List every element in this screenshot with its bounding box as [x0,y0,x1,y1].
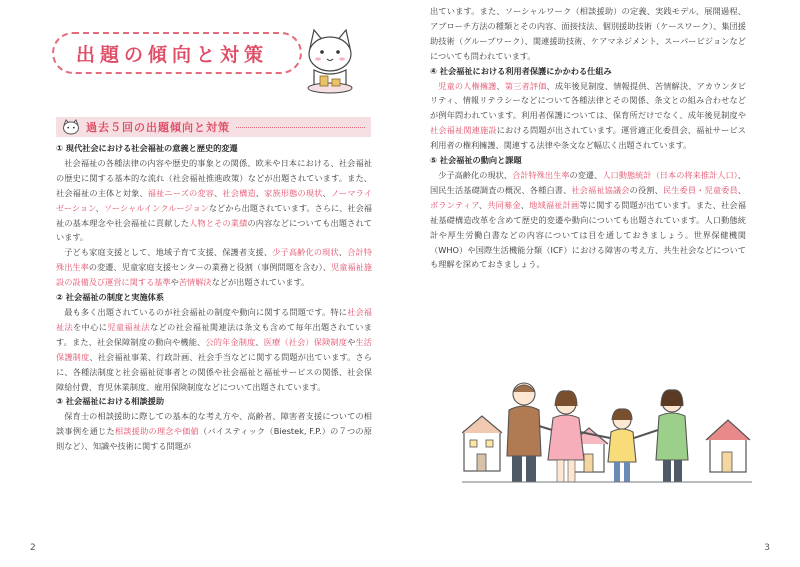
highlighted-term: 苦情解決 [178,277,212,288]
paragraph-text: 、社会福祉事業、行政計画、社会手当などに関する問題が出ています。さらに、各種法制度と社会福祉従事者との関係や社会福祉と福祉サービスの関係、社会保障給付費、育児休業制度、雇用保険制度などについて出題されています。 [56,351,372,392]
highlighted-term: 医療（社会）保険制度 [263,336,348,347]
highlighted-term: 社会福祉法 [56,306,372,332]
paragraph-text: 、成年後見制度、情報提供、苦情解決、アカウンタビリティ、情報リテラシーなどについて各種法律とその関係、条文との組み合わせなどが例年問われています。利用者保護については、保育所だけでなく、成年後見制度や [430,80,746,121]
highlighted-term: 民生委員・児童委員 [662,184,738,195]
highlighted-term: 人物とその業績 [189,217,248,228]
subsection-heading: ① 現代社会における社会福祉の意義と歴史的変遷 [56,143,238,153]
highlighted-term: 児童福祉施設の設備及び運営に関する基準 [56,262,372,288]
paragraph-text: 社会福祉の各種法律の内容や歴史的事象との関係、欧米や日本における、社会福祉の歴史に関する基本的な流れ（社会福祉推進政策）などが出題されています。また、社会福祉の主体と対象、 [56,157,372,198]
page-title: 出題の傾向と対策 [76,43,269,66]
paragraph-text: 、 [478,199,488,210]
highlighted-term: 福祉ニーズの変容 [147,187,215,198]
page-number-left: 2 [30,543,36,553]
paragraph-text: や [347,336,356,347]
right-column-text [430,4,746,272]
body-paragraph [430,79,746,154]
highlighted-term: 合計特殊出生率 [56,247,372,273]
highlighted-term: 社会構造 [222,187,256,198]
paragraph-text: 等に関する問題が出ています。また、社会福祉基礎構造改革を含めて歴史的変遷や動向についても出題されています。人口動態統計や厚生労働白書などの内容については目を通しておきましょう。世界保健機関（WHO）や国際生活機能分類（ICF）における障害の考え方、共生社会などについても理解を深めておきましょう。 [430,199,746,270]
highlighted-term: 社会福祉協議会 [571,184,630,195]
highlighted-term: 児童の人権擁護 [438,80,497,91]
highlighted-term: 相談援助の理念や価値 [114,426,199,437]
highlighted-term: ソーシャルインクルージョン [103,202,209,213]
paragraph-text: 、 [737,184,746,195]
paragraph-text: 子ども家庭支援として、地域子育て支援、保護者支援、 [64,247,273,258]
cat-face-icon [62,119,80,135]
paragraph-text: （バイスティック（Biestek, F.P.）の７つの原則など）、知識や技術に関する問題が [56,426,372,452]
body-paragraph [56,245,372,290]
page-number-right: 3 [764,543,770,553]
highlighted-term: 生活保護制度 [56,336,372,362]
highlighted-term: 家族形態の現状 [264,187,323,198]
highlighted-term: 社会福祉関連施設 [430,125,497,136]
body-paragraph [56,305,372,394]
body-paragraph [430,168,746,272]
highlighted-term: 公的年金制度 [205,336,256,347]
subsection-heading: ⑤ 社会福祉の動向と課題 [430,155,522,166]
highlighted-term: 児童福祉法 [107,321,151,332]
paragraph-text: 最も多く出題されているのが社会福祉の制度や動向に関する問題です。特に [64,306,348,317]
cat-with-coins-icon [300,18,360,98]
paragraph-text: 保育士の相談援助に際しての基本的な考え方や、高齢者、障害者支援についての相談事例を通じた [56,411,372,437]
paragraph-text: などから出題されています。さらに、社会福祉の基本理念や社会福祉に貢献した [56,202,372,228]
title-banner [52,32,302,74]
subsection-heading: ③ 社会福祉における相談援助 [56,396,165,407]
section-heading-band [56,117,371,137]
paragraph-text: 、 [322,187,331,198]
paragraph-text: 、国民生活基礎調査の概況、各種白書、 [430,169,746,195]
highlighted-term: 共同募金 [487,199,521,210]
highlighted-term: 人口動態統計（日本の将来推計人口） [602,169,738,180]
paragraph-text: 、 [338,247,348,258]
dotted-rule [236,127,365,128]
paragraph-text: 、 [520,199,530,210]
body-paragraph [430,4,746,64]
paragraph-text: などの社会福祉関連法は条文も含めて毎年出題されています。また、社会保障制度の動向や機能、 [56,321,372,347]
highlighted-term: ボランティア [430,199,479,210]
paragraph-text: などが出題されています。 [211,277,310,288]
section-heading: 過去５回の出題傾向と対策 [86,121,230,134]
paragraph-text: 出ています。また、ソーシャルワーク（相談援助）の定義、実践モデル、展開過程、アプローチ方法の種類とその内容、面接技法、個別援助技術（ケースワーク）、集団援助技術（グループワーク）、関連援助技術、ケアマネジメント、スーパービジョンなどについても問われています。 [430,6,746,61]
body-paragraph [56,156,372,245]
subsection-heading: ② 社会福祉の制度と実施体系 [56,292,165,303]
paragraph-text: の内容などについても出題されています。 [56,217,372,243]
highlighted-term: 合計特殊出生率 [512,169,570,180]
paragraph-text: の変遷、児童家庭支援センターの業務と役割（事例問題を含む）、 [88,262,331,273]
paragraph-text: の役割、 [629,184,663,195]
paragraph-text: 、 [255,187,265,198]
paragraph-text: における問題が出されています。運営適正化委員会、福祉サービス利用者の権利擁護、関連する法律や条文など幅広く出題されています。 [430,125,746,151]
paragraph-text: 、 [95,202,104,213]
paragraph-text: 、 [255,336,264,347]
highlighted-term: 第三者評価 [504,80,547,91]
paragraph-text: 、 [214,187,223,198]
subsection-heading: ④ 社会福祉における利用者保護にかかわる仕組み [430,65,612,76]
people-holding-hands-illustration [462,376,752,486]
highlighted-term: 少子高齢化の現状 [272,247,339,258]
right-page [400,0,800,567]
left-column-text [56,141,372,454]
paragraph-text: を中心に [73,321,108,332]
body-paragraph [56,409,372,454]
paragraph-text: 少子高齢化の現状、 [438,169,513,180]
highlighted-term: ノーマライゼーション [56,187,372,213]
highlighted-term: 地域福祉計画 [529,199,580,210]
paragraph-text: の変遷、 [569,169,603,180]
paragraph-text: 、 [496,80,505,91]
paragraph-text: や [170,277,179,288]
